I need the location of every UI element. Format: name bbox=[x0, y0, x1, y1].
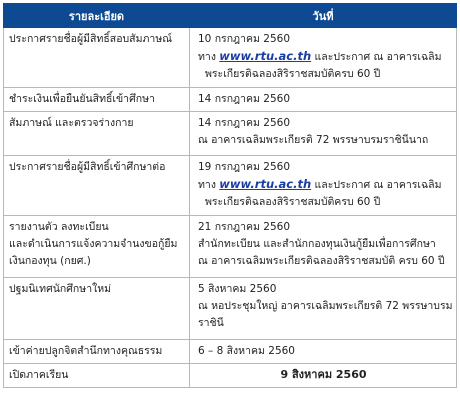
location-text: ณ หอประชุมใหญ่ อาคารเฉลิมพระเกียรติ 72 พรรษาบรม bbox=[198, 300, 453, 312]
table-row bbox=[4, 278, 457, 340]
row-detail bbox=[4, 112, 190, 156]
detail-text: สัมภาษณ์ และตรวจร่างกาย bbox=[9, 117, 134, 129]
row-detail bbox=[4, 88, 190, 112]
date-link-line bbox=[198, 48, 452, 66]
detail-text: ประกาศรายชื่อผู้มีสิทธิ์เข้าศึกษาต่อ bbox=[9, 161, 166, 173]
row-date bbox=[190, 112, 457, 156]
header-date: วันที่ bbox=[190, 4, 457, 28]
location-text: ณ อาคารเฉลิมพระเกียรติฉลองสิริราชสมบัติ ครบ 60 ปี bbox=[198, 255, 445, 267]
date-text: 14 กรกฎาคม 2560 bbox=[198, 93, 291, 105]
link-suffix: และประกาศ ณ อาคารเฉลิม bbox=[314, 179, 442, 191]
location-text: พระเกียรติฉลองสิริราชสมบัติครบ 60 ปี bbox=[205, 196, 381, 208]
table-row bbox=[4, 112, 457, 156]
row-date bbox=[190, 364, 457, 388]
table-row bbox=[4, 216, 457, 278]
detail-text: รายงานตัว ลงทะเบียน bbox=[9, 221, 109, 233]
link-prefix: ทาง bbox=[198, 179, 216, 191]
row-detail bbox=[4, 28, 190, 88]
date-text: 21 กรกฎาคม 2560 bbox=[198, 221, 291, 233]
row-detail bbox=[4, 278, 190, 340]
table-row bbox=[4, 156, 457, 216]
admission-schedule-table bbox=[3, 3, 457, 388]
row-date bbox=[190, 340, 457, 364]
detail-text: ประกาศรายชื่อผู้มีสิทธิ์สอบสัมภาษณ์ bbox=[9, 33, 172, 45]
header-detail: รายละเอียด bbox=[4, 4, 190, 28]
row-date bbox=[190, 156, 457, 216]
row-detail bbox=[4, 216, 190, 278]
link-prefix: ทาง bbox=[198, 51, 216, 63]
location-text: พระเกียรติฉลองสิริราชสมบัติครบ 60 ปี bbox=[205, 68, 381, 80]
date-text: 19 กรกฎาคม 2560 bbox=[198, 161, 291, 173]
date-text: 9 สิงหาคม 2560 bbox=[280, 368, 367, 381]
table-row bbox=[4, 364, 457, 388]
rtu-website-link[interactable]: www.rtu.ac.th bbox=[219, 177, 312, 191]
date-text: 10 กรกฎาคม 2560 bbox=[198, 33, 291, 45]
location-text: ราชินี bbox=[198, 317, 224, 329]
link-suffix: และประกาศ ณ อาคารเฉลิม bbox=[314, 51, 442, 63]
row-detail bbox=[4, 364, 190, 388]
row-detail bbox=[4, 156, 190, 216]
table-row bbox=[4, 28, 457, 88]
detail-text: เข้าค่ายปลูกจิตสำนึกทางคุณธรรม bbox=[9, 345, 163, 357]
detail-text: ชำระเงินเพื่อยืนยันสิทธิ์เข้าศึกษา bbox=[9, 93, 155, 105]
table-header-row bbox=[4, 4, 457, 28]
detail-text: เปิดภาคเรียน bbox=[9, 369, 69, 381]
detail-text: ปฐมนิเทศนักศึกษาใหม่ bbox=[9, 283, 112, 295]
row-date bbox=[190, 28, 457, 88]
location-text: สำนักทะเบียน และสำนักกองทุนเงินกู้ยืมเพื่อการศึกษา bbox=[198, 238, 436, 250]
row-date bbox=[190, 88, 457, 112]
date-text: 14 กรกฎาคม 2560 bbox=[198, 117, 291, 129]
table-row bbox=[4, 340, 457, 364]
location-text: ณ อาคารเฉลิมพระเกียรติ 72 พรรษาบรมราชินีนาถ bbox=[198, 134, 429, 146]
table-row bbox=[4, 88, 457, 112]
schedule-table-container bbox=[3, 3, 456, 388]
date-text: 6 – 8 สิงหาคม 2560 bbox=[198, 345, 295, 357]
row-date bbox=[190, 278, 457, 340]
rtu-website-link[interactable]: www.rtu.ac.th bbox=[219, 49, 312, 63]
detail-text: และดำเนินการแจ้งความจำนงขอกู้ยืม bbox=[9, 238, 178, 250]
row-detail bbox=[4, 340, 190, 364]
row-date bbox=[190, 216, 457, 278]
date-link-line bbox=[198, 176, 452, 194]
date-text: 5 สิงหาคม 2560 bbox=[198, 283, 277, 295]
detail-text: เงินกองทุน (กยศ.) bbox=[9, 255, 91, 267]
